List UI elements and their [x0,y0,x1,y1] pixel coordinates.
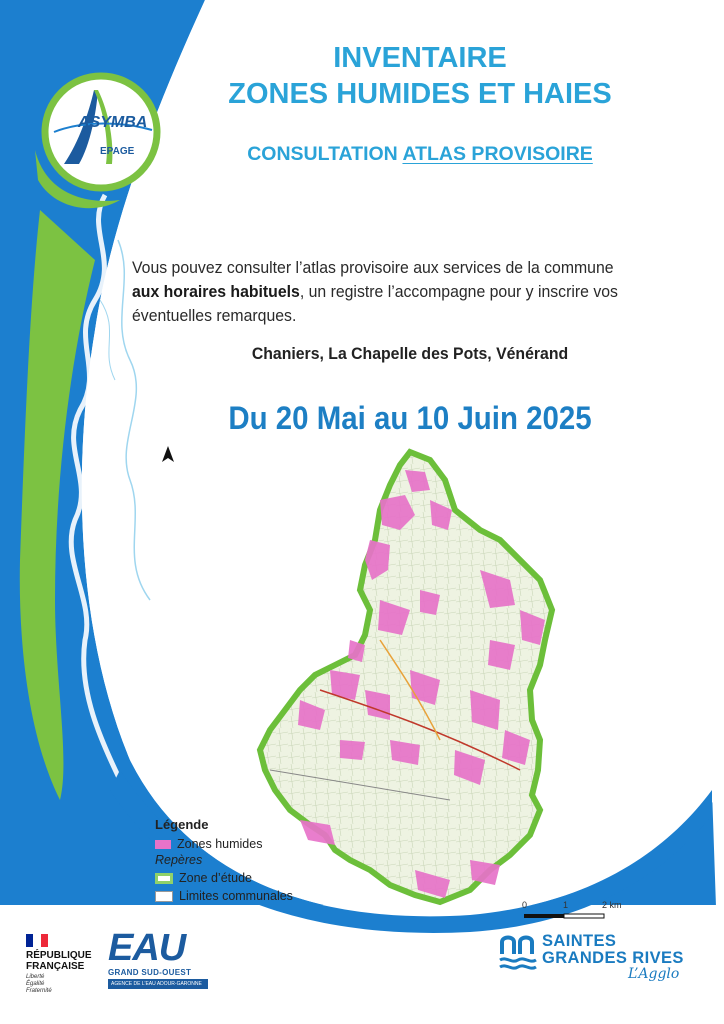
eau-region: GRAND SUD-OUEST [108,968,192,977]
legend-item-limites [155,887,325,905]
subtitle-prefix: CONSULTATION [247,143,403,165]
scale-label-0: 0 [522,900,528,910]
legend-item-zones-humides [155,835,325,853]
sgr-line-2: GRANDES RIVES [542,949,684,967]
eau-grand-sud-ouest-logo [108,928,208,989]
epage-label: EPAGE [100,146,135,157]
eau-agency: AGENCE DE L’EAU ADOUR-GARONNE [108,979,208,989]
scale-ruler [520,912,610,920]
legend-reperes: Repères [155,853,203,867]
legend-swatch-zones-humides [155,840,171,849]
saintes-grandes-rives-logo [498,928,698,984]
subtitle-underlined: ATLAS PROVISOIRE [402,143,593,165]
legend-label-zones-humides: Zones humides [177,837,263,851]
intro-paragraph [132,256,625,328]
title-line-1: INVENTAIRE [333,42,507,74]
republique-francaise-logo [26,934,106,995]
sgr-line-1: SAINTES [542,932,617,950]
legend-swatch-zone-etude [155,873,173,884]
waves-icon [498,932,538,972]
legend-swatch-limites [155,891,173,902]
legend-title: Légende [155,817,209,832]
french-flag-icon [26,934,48,947]
rf-name-line-1: RÉPUBLIQUE [26,950,92,961]
scale-bar [520,900,630,930]
legend-label-zone-etude: Zone d’étude [179,871,252,885]
asymba-logo [34,72,168,192]
rf-motto-3: Fraternité [26,988,52,994]
consultation-dates: Du 20 Mai au 10 Juin 2025 [228,400,592,436]
sgr-line-3: L’Agglo [628,966,680,982]
asymba-emblem [34,72,168,192]
scale-label-1: 1 [563,900,569,910]
legend-item-zone-etude [155,869,325,887]
title-line-2: ZONES HUMIDES ET HAIES [228,78,612,110]
rf-motto-2: Égalité [26,981,45,987]
communes-list: Chaniers, La Chapelle des Pots, Vénérand [251,344,569,363]
legend-label-limites: Limites communales [179,889,293,903]
eau-logo-text: EAU [108,927,186,969]
asymba-logo-text: ASYMBA [78,114,148,131]
intro-bold: aux horaires habituels [132,282,300,301]
scale-label-2: 2 km [602,900,622,910]
rf-motto-1: Liberté [26,974,45,980]
rf-name-line-2: FRANÇAISE [26,961,85,972]
subtitle [200,143,640,166]
north-arrow-icon [160,444,176,466]
intro-text-1: Vous pouvez consulter l’atlas provisoire aux services de la commune [132,258,614,277]
intro-text-2: , un registre l’accompagne pour y inscrire vos éventuelles remarques. [132,282,618,325]
map-legend [155,817,325,905]
